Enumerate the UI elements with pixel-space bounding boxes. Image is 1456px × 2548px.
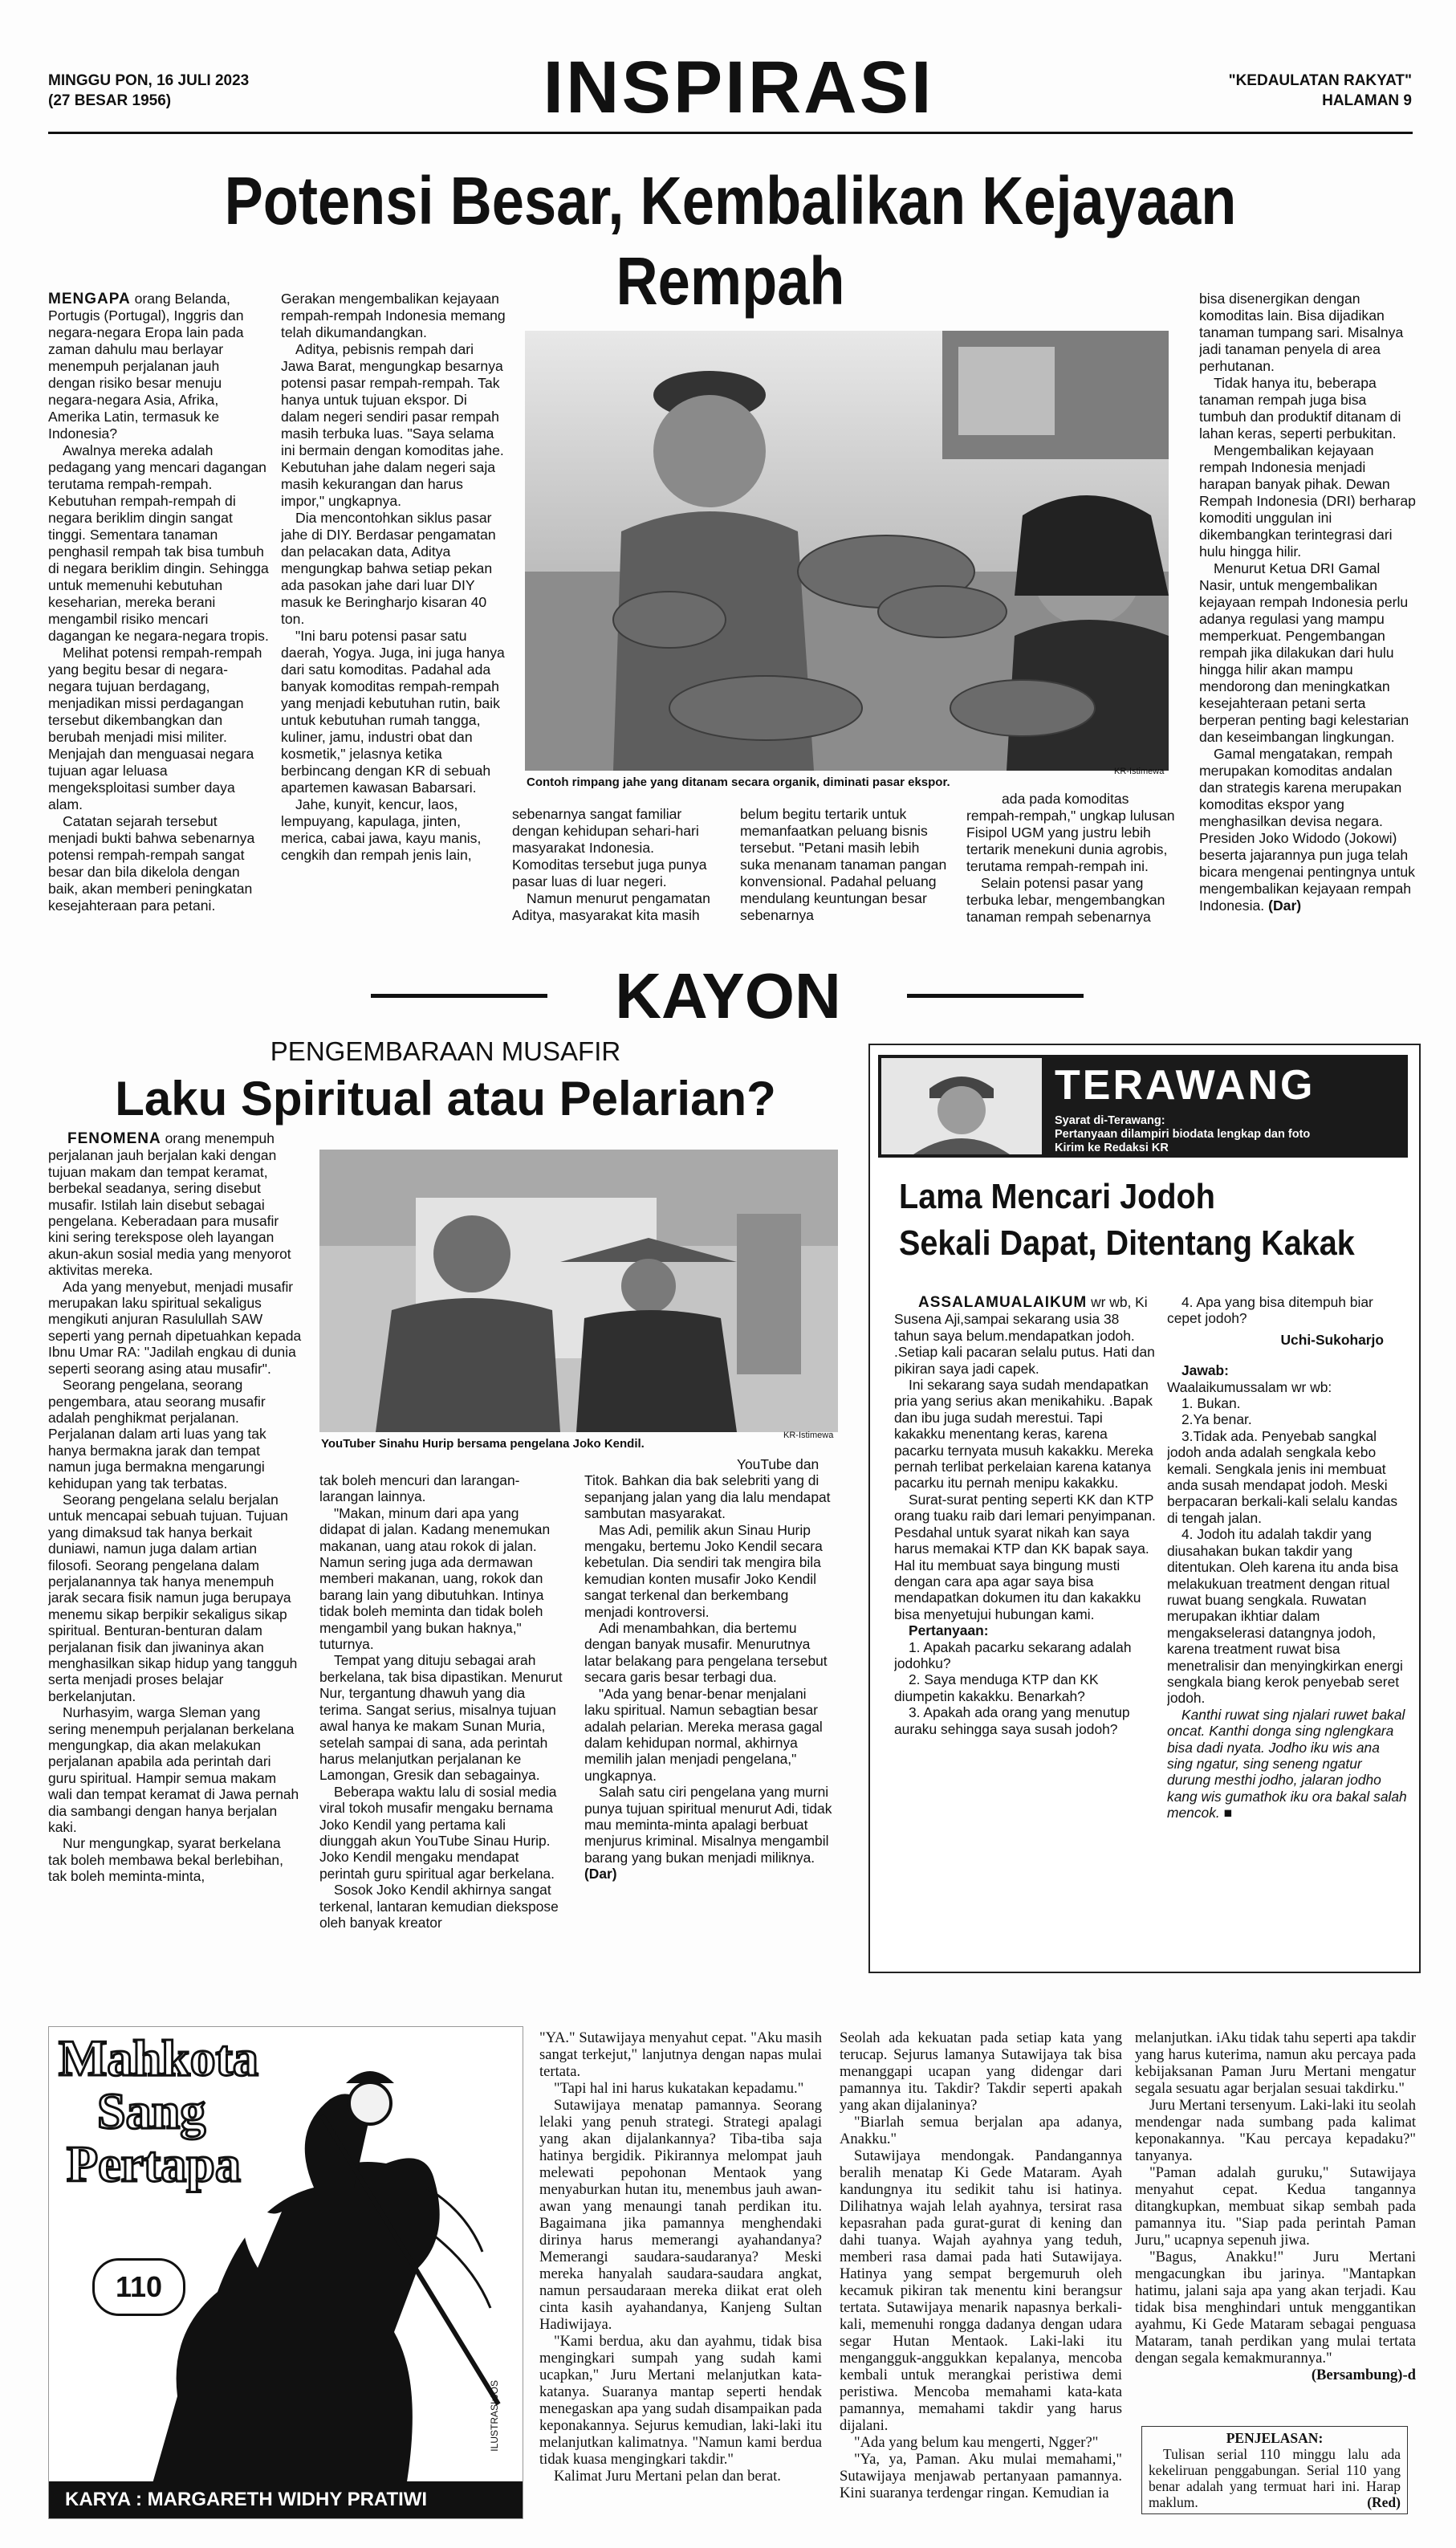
correction-text: Tulisan serial 110 minggu lalu ada kekeliruan penggabungan. Serial 110 yang benar adalah yang termuat hari ini. Harap maklum. <box>1149 2446 1401 2510</box>
paragraph: tak boleh mencuri dan larangan-larangan lainnya. <box>319 1472 520 1505</box>
terawang-title: TERAWANG <box>1055 1062 1316 1109</box>
photo-caption: Contoh rimpang jahe yang ditanam secara organik, diminati pasar ekspor. <box>527 775 950 789</box>
paragraph: orang menempuh perjalanan jauh berjalan kaki dengan tujuan makam dan tempat keramat, berbekal seadanya, sering disebut musafir. Istilah lain disebut sebagai pengelana. Keberadaan para musafir kini sering terekspose oleh layangan akun-akun sosial media yang menyorot aktivitas mereka. <box>48 1130 291 1279</box>
terawang-banner <box>878 1055 1408 1158</box>
paragraph: Nurhasyim, warga Sleman yang sering menempuh perjalanan berkelana mengungkap, dia akan melakukan perjalanan apabila ada perintah dari guru spiritual. Hampir semua makam wali dan tempat keramat di Jawa pernah dia sambangi dengan hanya berjalan kaki. <box>48 1704 299 1836</box>
paragraph: "Ada yang belum kau mengerti, Ngger?" <box>854 2434 1099 2451</box>
page-number: HALAMAN 9 <box>1322 92 1412 109</box>
photo-illustration <box>525 331 1169 771</box>
lead-word: ASSALAMUALAIKUM <box>918 1294 1088 1311</box>
paragraph <box>584 1784 833 1882</box>
ginger-farmers-photo <box>525 331 1169 771</box>
rempah-column-5 <box>966 791 1177 943</box>
paragraph: Adi menambahkan, dia bertemu dengan banyak musafir. Menurutnya latar belakang para pengelana tersebut secara garis besar terbagi dua. <box>584 1620 828 1686</box>
illustrator-credit: ILUSTRASI:JOS <box>489 2380 500 2452</box>
rempah-column-4 <box>740 806 950 942</box>
paragraph: Catatan sejarah tersebut menjadi bukti bahwa sebenarnya potensi rempah-rempah sangat besar dan bila dikelola dengan baik, akan memberi peningkatan kesejahteraan para petani. <box>48 813 255 914</box>
musafir-photo <box>319 1150 838 1432</box>
serial-column-1 <box>539 2029 822 2521</box>
paragraph: ada pada komoditas rempah-rempah," ungkap lulusan Fisipol UGM yang justru lebih tertarik menekuni dunia agrobis, terutama rempah-rempah ini. <box>966 791 1175 874</box>
javanese-date: (27 BESAR 1956) <box>48 92 172 109</box>
paragraph: Selain potensi pasar yang terbuka lebar, mengembangkan tanaman rempah sebenarnya <box>966 875 1165 925</box>
correction-note <box>1141 2426 1408 2514</box>
answer: 4. Jodoh itu adalah takdir yang diusahakan bukan takdir yang ditentukan. Oleh karena itu anda bisa melakukuan treatment dengan ritual ruwat buang sengkala. Ruwatan merupakan ikhtiar dalam mengakselerasi datangnya jodoh, karena treatment ruwat bisa menetralisir dan menyingkirkan energi sengkala biang kerok penyebab seret jodoh. <box>1167 1526 1403 1707</box>
terawang-terms-1: Syarat di-Terawang: <box>1055 1114 1165 1127</box>
rempah-column-1 <box>48 291 270 949</box>
paragraph: "Paman adalah guruku," Sutawijaya menyahut cepat. Kedua tangannya ditangkupkan, membuat sikap sembah pada pamannya itu. "Siap pada perintah Paman Juru," ucapnya sepenuh jiwa. <box>1135 2164 1416 2249</box>
paragraph-text: Gamal mengatakan, rempah merupakan komoditas andalan dan strategis karena merupakan komoditas ekspor yang menghasilkan devisa negara. Presiden Joko Widodo (Jokowi) beserta jajarannya pun juga telah bicara mengenai pentingnya untuk mengembalikan kejayaan rempah Indonesia. <box>1199 746 1415 914</box>
paragraph: "YA." Sutawijaya menyahut cepat. "Aku masih sangat terkejut," lanjutnya dengan napas mulai tertata. <box>539 2029 822 2080</box>
paragraph: Juru Mertani tersenyum. Laki-laki itu seolah mendengar nada sumbang pada kalimat keponakannya. "Kau percaya kepadaku?" tanyanya. <box>1135 2097 1416 2164</box>
paragraph: Awalnya mereka adalah pedagang yang mencari dagangan terutama rempah-rempah. Kebutuhan rempah-rempah di negara beriklim dingin sangat tinggi. Sementara tanaman penghasil rempah tak bisa tumbuh di negara beriklim dingin. Sehingga untuk memenuhi kebutuhan keseharian, mereka berani mengambil risiko mencari dagangan ke negara-negara tropis. <box>48 442 269 644</box>
author-initials: (Dar) <box>584 1866 617 1883</box>
paragraph: Seorang pengelana, seorang pengembara, atau seorang musafir adalah penghikmat perjalanan. Perjalanan dalam arti luas yang tak hanya bermakna jarak dan tempat namun juga bermakna mengarungi kehidupan yang tak terbatas. <box>48 1377 266 1492</box>
terawang-headline-2: Sekali Dapat, Ditentang Kakak <box>899 1223 1355 1263</box>
paragraph: Mas Adi, pemilik akun Sinau Hurip mengaku, bertemu Joko Kendil secara kebetulan. Dia sendiri tak mengira bila kemudian konten musafir Joko Kendil sangat terkenal dan berkembang menjadi kontroversi. <box>584 1521 823 1620</box>
terawang-headline-1: Lama Mencari Jodoh <box>899 1177 1215 1216</box>
paragraph: sebenarnya sangat familiar dengan kehidupan sehari-hari masyarakat Indonesia. Komoditas tersebut juga punya pasar luas di luar negeri. <box>512 806 707 889</box>
paragraph: "Tapi hal ini harus kukatakan kepadamu." <box>554 2080 804 2097</box>
paragraph: wr wb, Ki Susena Aji,sampai sekarang usia 38 tahun saya belum.mendapatkan jodoh. .Setiap kali pacaran selalu putus. Hati dan pikiran saya jadi capek. <box>894 1294 1155 1377</box>
paragraph: "Ada yang benar-benar menjalani laku spiritual. Namun sebagtian besar adalah pelarian. Mereka merasa gagal dalam kehidupan normal, akhirnya memilih jalan menjadi pengelana," ungkapnya. <box>584 1685 823 1784</box>
kayon-column-1 <box>48 1130 302 1981</box>
serial-column-2 <box>840 2029 1122 2521</box>
paragraph: "Ini baru potensi pasar satu daerah, Yogya. Juga, ini juga hanya dari satu komoditas. Padahal ada banyak komoditas rempah-rempah yang menjadi kebutuhan rutin, baik untuk kebutuhan rumah tangga, kuliner, jamu, industri obat dan kosmetik," jelasnya ketika berbincang dengan KR di sebuah apartemen kawasan Babarsari. <box>281 628 505 796</box>
paragraph: Gerakan mengembalikan kejayaan rempah-rempah Indonesia memang telah dikumandangkan. <box>281 291 506 340</box>
paragraph-text: Salah satu ciri pengelana yang murni punya tujuan spiritual menurut Adi, tidak mau meminta-minta apalagi berbuat menjurus kriminal. Misalnya mengambil barang yang bukan menjadi miliknya. <box>584 1784 832 1866</box>
paragraph: belum begitu tertarik untuk memanfaatkan peluang bisnis tersebut. "Petani masih lebih suka menanam tanaman pangan konvensional. Padahal peluang mendulang keuntungan besar sebenarnya <box>740 806 947 923</box>
kayon-rule-left <box>371 994 547 998</box>
paragraph: Beberapa waktu lalu di sosial media viral tokoh musafir mengaku bernama Joko Kendil yang pertama kali diunggah akun YouTube Sinau Hurip. Joko Kendil mengaku mendapat perintah guru spiritual agar berkelana. <box>319 1783 557 1882</box>
section-title: INSPIRASI <box>543 47 934 128</box>
paragraph: Sosok Joko Kendil akhirnya sangat terkenal, lantaran kemudian diekspose oleh banyak kreator <box>319 1882 559 1931</box>
end-mark: ■ <box>1223 1805 1233 1821</box>
letter-sender: Uchi-Sukoharjo <box>1280 1331 1384 1348</box>
paragraph: Namun menurut pengamatan Aditya, masyarakat kita masih <box>512 890 710 923</box>
paragraph: Ini sekarang saya sudah mendapatkan pria yang serius akan menikahiku. .Bapak dan ibu juga sudah merestui. Tapi kakakku menentang keras, karena pacarku ternyata musuh kakakku. Mereka pernah terlibat perkelaian karena katanya pacarku itu pernah menipu kakakku. <box>894 1377 1153 1492</box>
paragraph: Kalimat Juru Mertani pelan dan berat. <box>554 2468 781 2485</box>
rempah-headline: Potensi Besar, Kembalikan Kejayaan Rempah <box>224 163 1237 319</box>
kayon-headline: Laku Spiritual atau Pelarian? <box>115 1072 776 1125</box>
answer-heading: Jawab: <box>1181 1362 1229 1379</box>
kayon-section-title: KAYON <box>615 960 841 1032</box>
question: 4. Apa yang bisa ditempuh biar cepet jodoh? <box>1167 1294 1373 1327</box>
paragraph: Dia mencontohkan siklus pasar jahe di DIY. Berdasar pengamatan dan pelacakan data, Aditya mengungkap bahwa setiap pekan ada pasokan jahe dari luar DIY masuk ke Beringharjo kisaran 40 ton. <box>281 510 496 627</box>
question: 1. Apakah pacarku sekarang adalah jodohku? <box>894 1638 1132 1671</box>
terawang-box <box>868 1044 1421 1973</box>
paragraph: Sutawijaya mendongak. Pandangannya beralih menatap Ki Gede Mataram. Ayah kandungnya itu sedikit tahu isi hatinya. Dilihatnya wajah lelah ayahnya, tersirat rasa kepasrahan pada gurat-gurat di kening dan dahi tuanya. Wajah ayahnya yang teduh, memberi rasa damai pada hati Sutawijaya. Hatinya yang sempat bergemuruh oleh kecamuk pikiran tak menentu kini berangsur tertata. Sutawijaya menarik napasnya berkali-kali, memenuhi rongga dadanya dengan udara segar Hutan Mentaok. Laki-laki itu mengangguk-anggukkan kepalanya, mencoba kembali untuk merangkai peristiwa demi peristiwa. Mencoba memahami kata-kata pamannya, memahami takdir yang harus dijalani. <box>840 2147 1122 2434</box>
terawang-terms-3: Kirim ke Redaksi KR <box>1055 1142 1169 1154</box>
serial-illustration-panel <box>48 2026 523 2519</box>
paragraph: bisa disenergikan dengan komoditas lain. Bisa dijadikan tanaman tumpang sari. Misalnya jadi tanaman penyela di area perhutanan. <box>1199 291 1404 374</box>
question-heading: Pertanyaan: <box>909 1622 989 1639</box>
correction-heading: PENJELASAN: <box>1226 2430 1324 2446</box>
paragraph: Tempat yang dituju sebagai arah berkelana, tak bisa dipastikan. Menurut Nur, tergantung dhawuh yang dia terima. Sangat serius, misalnya tujuan awal hanya ke makam Sunan Muria, setelah sampai di sana, ada perintah harus melanjutkan perjalanan ke Lamongan, Gresik dan sebagainya. <box>319 1652 563 1784</box>
paragraph: "Ya, ya, Paman. Aku mulai memahami," Sutawijaya menjawab pertanyaan pamannya. Kini suaranya terdengar ringan. Kemudian ia <box>840 2451 1122 2501</box>
answer: 3.Tidak ada. Penyebab sangkal jodoh anda adalah sengkala kebo kemali. Sengkala jenis ini membuat anda susah mendapat jodoh. Meski berpacaran berkali-kali selalu kandas di tengah jalan. <box>1167 1427 1398 1526</box>
paragraph: Nur mengungkap, syarat berkelana tak boleh membawa bekal berlebihan, tak boleh meminta-minta, <box>48 1835 283 1885</box>
terawang-letter <box>894 1294 1156 1968</box>
photo-caption: YouTuber Sinahu Hurip bersama pengelana Joko Kendil. <box>321 1437 645 1451</box>
photo-credit: KR-Istimewa <box>1114 767 1165 776</box>
paragraph: Sutawijaya menatap pamannya. Seorang lelaki yang penuh strategi. Strategi apalagi yang akan dijalankannya? Tiba-tiba saja hatinya bergidik. Pikirannya melompat jauh melewati pepohonan Mentaok yang menyaburkan hutan itu, menembus jauh awan-awan yang menaungi tanah perdikan itu. Bagaimana jika pamannya menghendaki dirinya harus memerangi ayahandanya? Memerangi saudara-saudaranya? Meski mereka hanyalah saudara-saudara angkat, namun persaudaraan mereka diikat erat oleh cinta kasih ayahandanya, Kanjeng Sultan Hadiwijaya. <box>539 2097 822 2333</box>
correction-sign: (Red) <box>1367 2494 1401 2510</box>
author-initials: (Dar) <box>1268 897 1302 914</box>
photo-credit: KR-Istimewa <box>783 1431 834 1440</box>
terawang-answer <box>1167 1294 1408 1968</box>
issue-date: MINGGU PON, 16 JULI 2023 <box>48 72 250 89</box>
paragraph <box>1199 746 1416 914</box>
kayon-column-2 <box>319 1472 567 1983</box>
rempah-column-6 <box>1199 291 1416 949</box>
paragraph: Jahe, kunyit, kencur, laos, lempuyang, kapulaga, jinten, merica, cabai jawa, kayu manis, cengkih dan rempah jenis lain, <box>281 796 482 863</box>
serial-author: KARYA : MARGARETH WIDHY PRATIWI <box>49 2481 523 2518</box>
answer: 1. Bukan. <box>1181 1395 1241 1412</box>
paragraph: Ada yang menyebut, menjadi musafir merupakan laku spiritual sekaligus mengikuti anjuran Rasulullah SAW seperti yang pernah dipetuahkan kepada Ibnu Umar RA: "Jadilah engkau di dunia seperti seorang asing atau musafir". <box>48 1278 302 1377</box>
photo-illustration <box>319 1150 838 1432</box>
paragraph: Tidak hanya itu, beberapa tanaman rempah juga bisa tumbuh dan produktif ditanam di lahan keras, seperti perbukitan. <box>1199 375 1401 442</box>
paragraph: "Biarlah semua berjalan apa adanya, Anakku." <box>840 2114 1122 2147</box>
rempah-column-2 <box>281 291 506 949</box>
question: 2. Saya menduga KTP dan KK diumpetin kakakku. Benarkah? <box>894 1671 1099 1704</box>
kayon-kicker: PENGEMBARAAN MUSAFIR <box>270 1036 621 1066</box>
paragraph: Aditya, pebisnis rempah dari Jawa Barat, mengungkap besarnya potensi pasar rempah-rempah. Tak hanya untuk tujuan ekspor. Di dalam negeri sendiri pasar rempah masih terbuka luas. "Saya selama ini bermain dengan komoditas jahe. Kebutuhan jahe dalam negeri saja masih kekurangan dan harus impor," ungkapnya. <box>281 341 504 509</box>
serial-continued: (Bersambung)-d <box>1311 2367 1416 2383</box>
serial-title-line-1: Mahkota <box>59 2029 258 2086</box>
paragraph: "Bagus, Anakku!" Juru Mertani mengacungkan ibu jarinya. "Mantapkan hatimu, jalani saja apa yang akan terjadi. Kau tidak bisa menghindari untuk menggantikan ayahmu, Ki Gede Mataram sebagai penguasa Mataram, tanah perdikan yang mulai tertata dengan segala kemakmurannya." <box>1135 2249 1416 2367</box>
lead-word: FENOMENA <box>67 1130 161 1147</box>
correction-body <box>1149 2446 1401 2510</box>
answer-greeting: Waalaikumussalam wr wb: <box>1167 1378 1332 1395</box>
paragraph: Mengembalikan kejayaan rempah Indonesia menjadi harapan banyak pihak. Dewan Rempah Indonesia (DRI) berharap komoditi unggulan ini dikembangkan terintegrasi dari hulu hingga hilir. <box>1199 442 1416 560</box>
serial-title-line-3: Pertapa <box>67 2135 241 2192</box>
paragraph: "Kami berdua, aku dan ayahmu, tidak bisa mengingkari sumpah yang sudah kami ucapkan," Juru Mertani melanjutkan kata-katanya. Suaranya mantap seperti hendak menegaskan apa yang sudah disampaikan pada keponakannya. Sejurus kemudian, laki-laki itu melanjutkan kalimatnya. "Namun kami berdua tidak kuasa mengingkari takdir." <box>539 2333 822 2468</box>
paragraph: orang Belanda, Portugis (Portugal), Inggris dan negara-negara Eropa lain pada zaman dahulu mau berlayar menempuh perjalanan jauh dengan risiko besar menuju negara-negara Asia, Afrika, Amerika Latin, termasuk ke Indonesia? <box>48 291 244 442</box>
javanese-verse: Kanthi ruwat sing njalari ruwet bakal oncat. Kanthi donga sing nglengkara bisa dadi nyata. Jodho iku wis ana sing ngatur, sing seneng ngatur durung mesthi jodho, jalaran jodho kang wis gumathok iku ora bakal salah mencok. <box>1167 1706 1407 1821</box>
paragraph: Seorang pengelana selalu berjalan untuk mencapai sebuah tujuan. Tujuan yang dimaksud tak hanya berkait duniawi, namun juga dalam artian filosofi. Seorang pengelana dalam perjalanannya tak hanya menempuh jarak secara fisik namun juga berupaya menemu sikap berpikir sekaligus sikap spiritual. Benturan-benturan dalam perjalanan fisik dan jiwaninya akan menghasilkan sikap hidup yang tangguh serta menjadi proses belajar berkelanjutan. <box>48 1491 298 1704</box>
paragraph: melanjutkan. iAku tidak tahu seperti apa takdir yang harus kuterima, namun aku percaya pada kebijaksanan Paman Juru Mertani mengatur segala sesuatu agar berjalan sesuai takdirku." <box>1135 2029 1416 2097</box>
paragraph: Menurut Ketua DRI Gamal Nasir, untuk mengembalikan kejayaan rempah Indonesia perlu adanya regulasi yang mampu memperkuat. Pengembangan rempah jika dilakukan dari hulu hingga hilir akan mampu mendorong dan meningkatkan kesejahteraan petani serta berperan penting bagi kelestarian dan keseimbangan lingkungan. <box>1199 560 1409 745</box>
serial-title <box>49 2029 290 2192</box>
paragraph: "Makan, minum dari apa yang didapat di jalan. Kadang menemukan makanan, uang atau rokok di jalan. Namun sering juga ada dermawan memberi makanan, uang, rokok dan barang lain yang dibutuhkan. Intinya tidak boleh meminta dan tidak boleh mengambil yang bukan haknya," tuturnya. <box>319 1504 551 1653</box>
lead-word: MENGAPA <box>48 291 131 307</box>
rempah-column-3 <box>512 806 722 942</box>
serial-column-3 <box>1135 2029 1416 2415</box>
terawang-terms-2: Pertanyaan dilampiri biodata lengkap dan foto <box>1055 1128 1311 1141</box>
question: 3. Apakah ada orang yang menutup auraku sehingga saya susah jodoh? <box>894 1704 1130 1737</box>
episode-badge: 110 <box>92 2258 185 2316</box>
kayon-rule-right <box>907 994 1084 998</box>
answer: 2.Ya benar. <box>1181 1411 1252 1428</box>
paragraph: Surat-surat penting seperti KK dan KTP orang tuaku raib dari lemari penyimpanan. Pesdahal untuk syarat nikah kan saya harus memakai KTP dan KK bapak saya. Hal itu membuat saya bingung musti dengan cara apa agar saya bisa mendapatkan dokumen itu dan kakakku bisa menyetujui hubungan kami. <box>894 1491 1156 1622</box>
paragraph: YouTube dan Titok. Bahkan dia bak selebriti yang di sepanjang jalan yang dia lalu mendapat sambutan masyarakat. <box>584 1456 831 1522</box>
columnist-photo <box>881 1058 1042 1154</box>
masthead-rule <box>48 132 1413 134</box>
paragraph: Melihat potensi rempah-rempah yang begitu besar di negara-negara tujuan berdagang, menjadikan missi perdagangan tersebut dikembangkan dan berubah menjadi misi militer. Menjajah dan menguasai negara tujuan agar leluasa mengeksploitasi sumber daya alam. <box>48 645 262 812</box>
kayon-column-3 <box>584 1456 833 1983</box>
columnist-portrait <box>881 1058 1042 1154</box>
paragraph: Seolah ada kekuatan pada setiap kata yang terucap. Sejurus lamanya Sutawijaya tak bisa menanggapi ucapan yang didengar dari pamannya itu. Takdir? Takdir seperti apakah yang akan dijalaninya? <box>840 2029 1122 2114</box>
publisher-name: "KEDAULATAN RAKYAT" <box>1228 72 1412 89</box>
serial-title-line-2: Sang <box>97 2082 206 2139</box>
